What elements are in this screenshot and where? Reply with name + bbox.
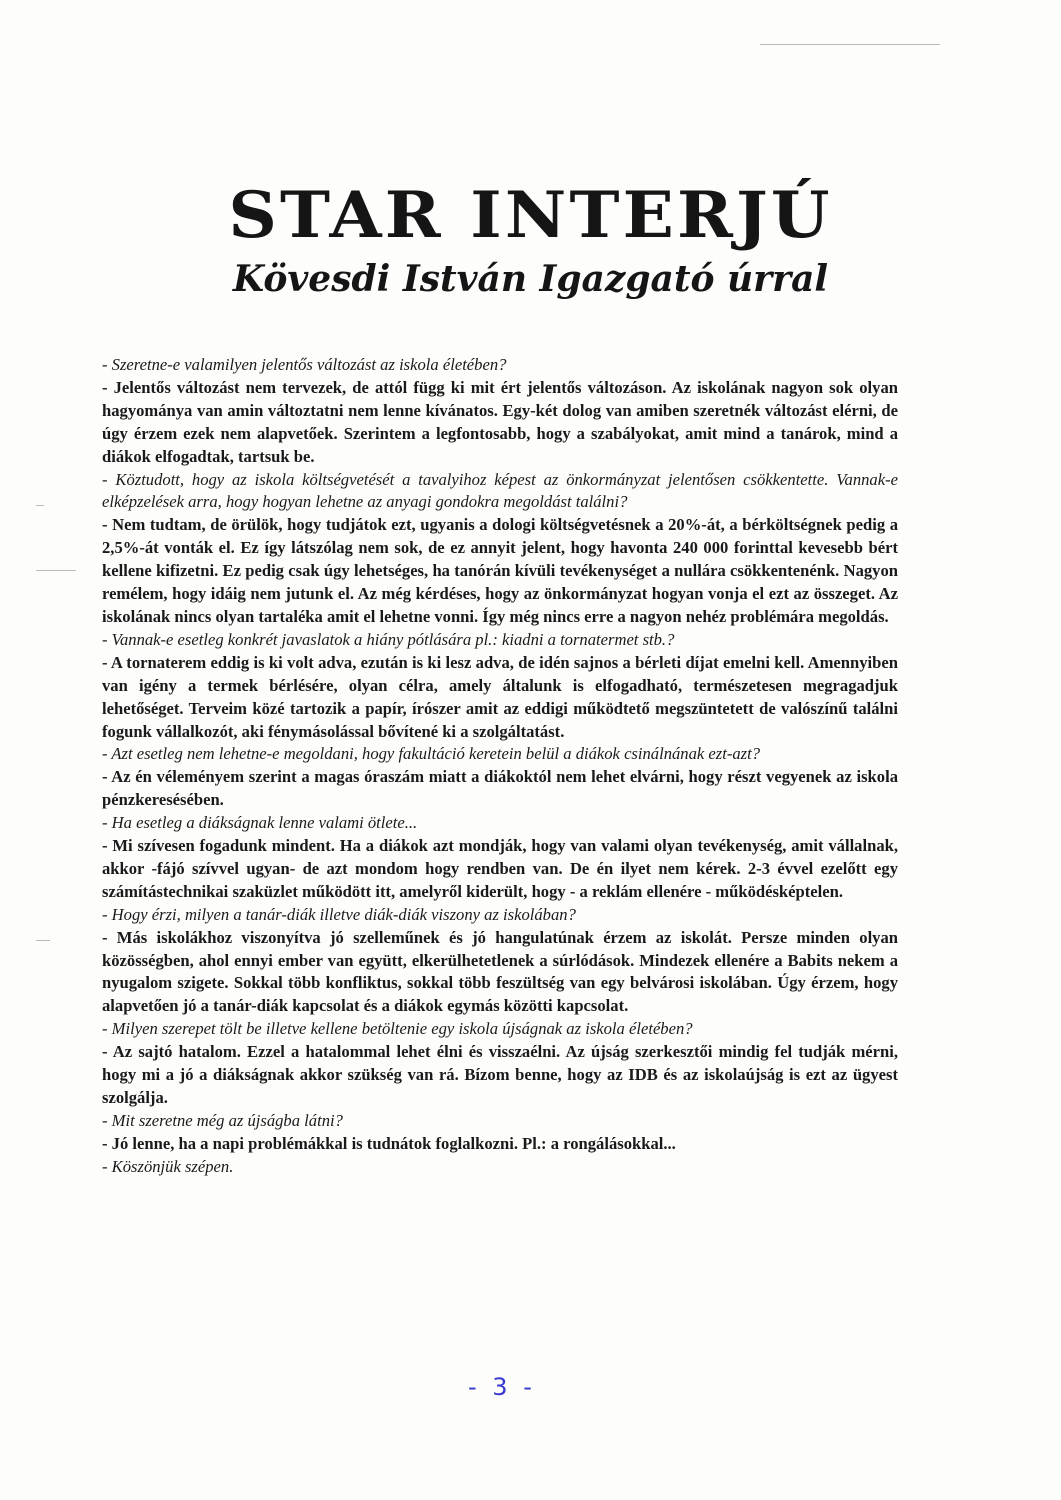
answer: - Az sajtó hatalom. Ezzel a hatalommal lehet élni és visszaélni. Az újság szerkesztői mindig fel tudják mérni, hogy mi a jó a diákságnak akkor szükség van rá. Bízom benne, hogy az IDB és az iskolaújság is ezt az ügyest szolgálja. [102,1042,898,1107]
question: - Vannak-e esetleg konkrét javaslatok a hiány pótlására pl.: kiadni a tornatermet stb.? [102,629,675,649]
question: - Azt esetleg nem lehetne-e megoldani, hogy fakultáció keretein belül a diákok csinálnának ezt-azt? [102,744,761,764]
answer: - Jó lenne, ha a napi problémákkal is tudnátok foglalkozni. Pl.: a rongálásokkal... [102,1133,676,1153]
answer: - Jelentős változást nem tervezek, de attól függ ki mit ért jelentős változáson. Az iskolának nagyon sok olyan hagyománya van amin változtatni nem lenne kívánatos. Egy-két dolog van amiben szeretnék változást elérni, de úgy érzem ezek nem alapvetőek. Szerintem a legfontosabb, hogy a szabályokat, amit mind a tanárok, mind a diákok elfogadtak, tartsuk be. [102,377,898,466]
article-title: STAR INTERJÚ [228,178,833,253]
question: - Hogy érzi, milyen a tanár-diák illetve diák-diák viszony az iskolában? [102,904,576,924]
scan-artifact [36,505,44,506]
question: - Milyen szerepet tölt be illetve kellene betöltenie egy iskola újságnak az iskola életében? [102,1019,693,1039]
article-subtitle: Kövesdi István Igazgató úrral [232,258,829,300]
question: - Szeretne-e valamilyen jelentős változást az iskola életében? [102,355,507,374]
closing-line: - Köszönjük szépen. [102,1156,234,1176]
answer: - Más iskolákhoz viszonyítva jó szelleműnek és jó hangulatúnak érzem az iskolát. Persze minden olyan közösségben, ahol ennyi ember van együtt, elkerülhetetlenek a súrlódások. Mindezek ellenére a Babits nekem a nyugalom szigete. Sokkal több konfliktus, sokkal több feszültség van egy belvárosi iskolában. Úgy érzem, hogy alapvetően jó a tanár-diák kapcsolat és a diákok egymás közötti kapcsolat. [102,927,898,1016]
scan-artifact [760,44,940,45]
question: - Ha esetleg a diákságnak lenne valami ötlete... [102,813,418,833]
interview-body [102,354,898,1179]
question: - Mit szeretne még az újságba látni? [102,1110,343,1130]
answer: - A tornaterem eddig is ki volt adva, ezután is ki lesz adva, de idén sajnos a bérleti díjat emelni kell. Amennyiben van igény a termek bérlésére, olyan célra, amely általunk is elfogadható, természetesen megragadjuk lehetőséget. Terveim közé tartozik a papír, írószer amit az eddigi működtető megszüntetett de valószínű találni fogunk vállalkozót, aki fénymásolással bővítené ki a szolgáltatást. [102,652,898,741]
answer: - Nem tudtam, de örülök, hogy tudjátok ezt, ugyanis a dologi költségvetésnek a 20%-át, a bérköltségnek pedig a 2,5%-át vonták el. Ez így látszólag nem sok, de ez annyit jelent, hogy havonta 240 000 forinttal kevesebb bért kellene kifizetni. Ez pedig csak úgy lehetséges, ha tanórán kívüli tevékenységet a nullára csökkentenénk. Nagyon remélem, hogy idáig nem jutunk el. Az még kérdéses, hogy az önkormányzat hogyan vonja el ezt az összeget. Az iskolának nincs olyan tartaléka amit el lehetne vonni. Így még nincs erre a nagyon nehéz problémára megoldás. [102,515,898,626]
answer: - Az én véleményem szerint a magas óraszám miatt a diákoktól nem lehet elvárni, hogy részt vegyenek az iskola pénzkeresésében. [102,767,898,810]
question: - Köztudott, hogy az iskola költségvetését a tavalyihoz képest az önkormányzat jelentősen csökkentette. Vannak-e elképzelések arra, hogy hogyan lehetne az anyagi gondokra megoldást találni? [102,469,898,512]
scan-artifact [36,940,50,941]
page-number: - 3 - [468,1373,536,1401]
answer: - Mi szívesen fogadunk mindent. Ha a diákok azt mondják, hogy van valami olyan tevékenység, amit vállalnak, akkor -fájó szívvel ugyan- de azt mondom hogy rendben van. De én ilyet nem kérek. 2-3 évvel ezelőtt egy számítástechnikai szaküzlet működött itt, amelyről kiderült, hogy - a reklám ellenére - működésképtelen. [102,836,898,901]
scan-artifact [36,570,76,571]
